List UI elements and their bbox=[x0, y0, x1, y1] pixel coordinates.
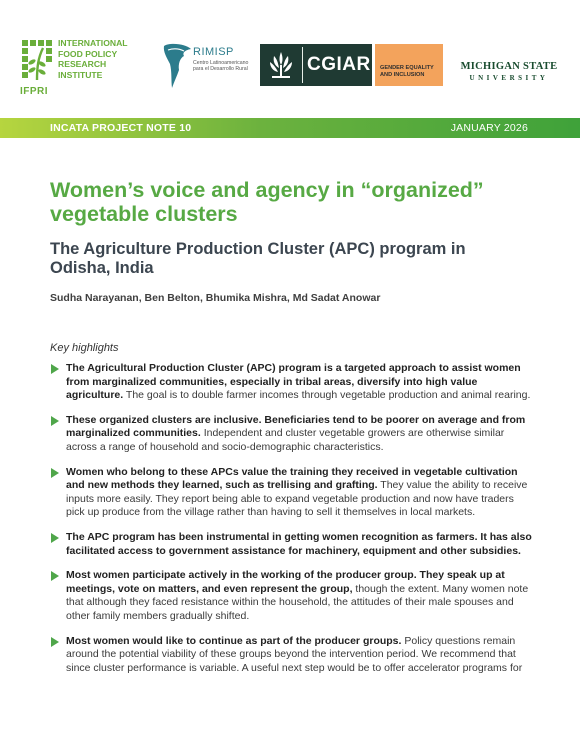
highlight-lead: Women who belong to these APCs value the training they received in vegetable cultivation and new methods they learned, such as trellising and grafting. bbox=[66, 465, 518, 492]
rimisp-subtitle: Centro Latinoamericano para el Desarrollo Rural bbox=[193, 60, 249, 72]
triangle-bullet-icon bbox=[51, 571, 59, 581]
highlight-lead: The APC program has been instrumental in getting women recognition as farmers. It has also facilitated access to government assistance for machinery, equipment and other subsidies. bbox=[66, 530, 532, 557]
msu-university: UNIVERSITY bbox=[469, 74, 549, 82]
ifpri-abbreviation: IFPRI bbox=[20, 86, 49, 97]
cgiar-emblem-icon bbox=[263, 47, 299, 83]
msu-logo bbox=[458, 61, 560, 83]
ifpri-name bbox=[58, 38, 128, 80]
cgiar-logo bbox=[260, 44, 372, 86]
highlight-body: though the extent. Many women note that although they faced resistance within the household, the attitudes of their male spouses and other family members gradually shifted. bbox=[66, 582, 529, 622]
highlight-body: Policy questions remain around the potential viability of these groups beyond the intervention period. We recommend that since cluster performance is variable. A useful next step would be to offer accelerator programs for bbox=[66, 634, 523, 674]
logo-strip bbox=[0, 0, 580, 118]
ifpri-name-line: FOOD POLICY bbox=[58, 48, 118, 59]
triangle-bullet-icon bbox=[51, 416, 59, 426]
gender-line: AND INCLUSION bbox=[380, 72, 425, 79]
highlight-body: They value the ability to receive inputs more easily. They report being able to expand vegetable production and now have traders pick up produce from the village rather than having to sell it themselves in local markets. bbox=[66, 479, 528, 519]
publication-date: JANUARY 2026 bbox=[450, 122, 528, 134]
gender-equality-logo bbox=[375, 44, 443, 86]
highlight-item bbox=[50, 569, 532, 623]
ifpri-name-line: RESEARCH bbox=[58, 59, 107, 70]
cgiar-wordmark: CGIAR bbox=[307, 54, 371, 75]
authors: Sudha Narayanan, Ben Belton, Bhumika Mishra, Md Sadat Anowar bbox=[50, 292, 381, 304]
gender-line: GENDER EQUALITY bbox=[380, 65, 434, 71]
rimisp-map-icon bbox=[160, 40, 194, 90]
triangle-bullet-icon bbox=[51, 637, 59, 647]
highlight-lead: Most women would like to continue as part of the producer groups. bbox=[66, 634, 402, 647]
highlight-item bbox=[50, 531, 532, 558]
page-title: Women’s voice and agency in “organized” vegetable clusters bbox=[50, 178, 484, 226]
highlight-item bbox=[50, 635, 532, 676]
key-highlights-list bbox=[50, 362, 532, 686]
cgiar-divider bbox=[302, 47, 303, 83]
gender-equality-text bbox=[380, 65, 434, 80]
highlight-item bbox=[50, 414, 532, 455]
rimisp-logo bbox=[160, 40, 252, 90]
ifpri-wheat-icon bbox=[20, 38, 54, 84]
triangle-bullet-icon bbox=[51, 468, 59, 478]
triangle-bullet-icon bbox=[51, 364, 59, 374]
ifpri-name-line: INTERNATIONAL bbox=[58, 38, 128, 48]
highlight-body: Independent and cluster vegetable growers are otherwise similar across a range of household and socio-demographic characteristics. bbox=[66, 427, 505, 453]
rimisp-name: RIMISP bbox=[193, 46, 234, 58]
highlight-lead: These organized clusters are inclusive. Beneficiaries tend to be poorer on average and from marginalized communities. bbox=[66, 413, 526, 440]
key-highlights-heading: Key highlights bbox=[50, 342, 119, 354]
highlight-lead: Most women participate actively in the working of the producer group. They speak up at meetings, vote on matters, and even represent the group, bbox=[66, 569, 505, 595]
triangle-bullet-icon bbox=[51, 533, 59, 543]
highlight-lead: The Agricultural Production Cluster (APC) program is a targeted approach to assist women from marginalized communities, especially in tribal areas, diversify into high value agriculture. bbox=[66, 362, 521, 402]
highlight-item bbox=[50, 362, 532, 403]
series-band bbox=[0, 118, 580, 138]
highlight-body: The goal is to double farmer incomes through vegetable production and animal rearing. bbox=[123, 389, 531, 402]
series-label: INCATA PROJECT NOTE 10 bbox=[50, 122, 192, 134]
ifpri-logo bbox=[20, 38, 135, 98]
page-subtitle: The Agriculture Production Cluster (APC) program in Odisha, India bbox=[50, 240, 466, 277]
highlight-item bbox=[50, 466, 532, 520]
msu-name: MICHIGAN STATE bbox=[460, 61, 558, 72]
ifpri-name-line: INSTITUTE bbox=[58, 69, 103, 80]
